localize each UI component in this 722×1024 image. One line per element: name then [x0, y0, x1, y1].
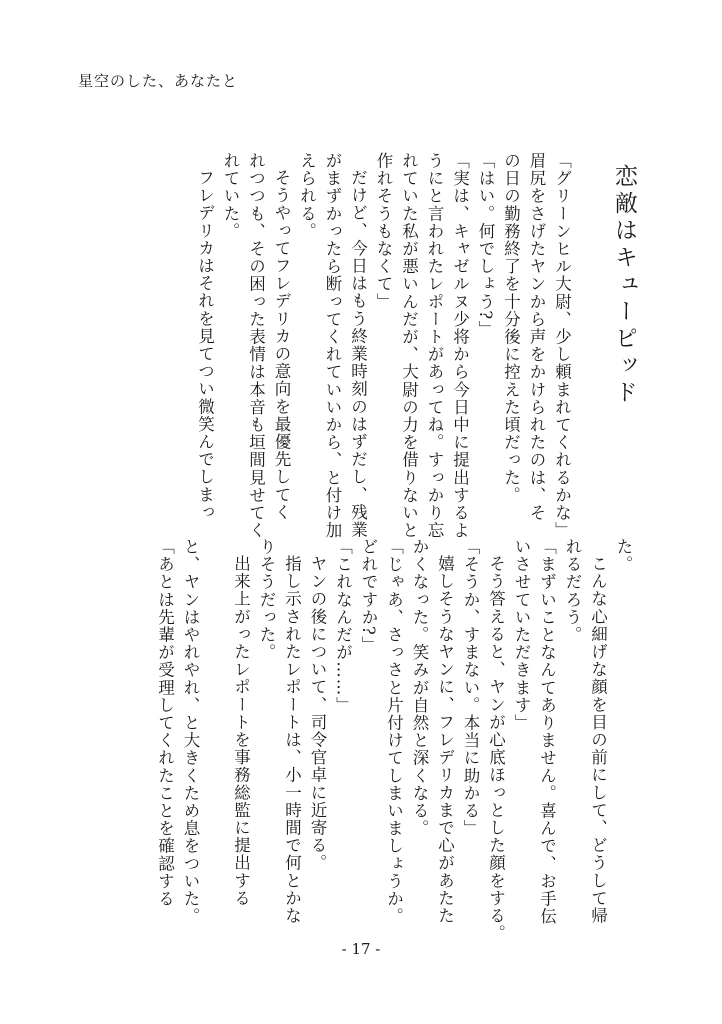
text-line: 「これなんだが……」	[333, 538, 353, 714]
text-line: れるだろう。	[563, 538, 582, 644]
text-line: 出来上がったレポートを事務総監に提出する	[231, 554, 251, 907]
text-line: いさせていただきます」	[512, 538, 531, 732]
text-line: がまずかったら断ってくれていいから、と付け加	[323, 152, 342, 540]
text-line: 「グリーンヒル大尉、少し頼まれてくれるかな」	[552, 152, 572, 540]
text-line: と、ヤンはやれやれ、と大きくため息をついた。	[181, 538, 200, 926]
text-line: ヤンの後について、司令官卓に近寄る。	[308, 554, 327, 872]
text-line: そうやってフレデリカの意向を最優先してく	[272, 168, 291, 521]
text-line: 指し示されたレポートは、小一時間で何とかな	[282, 554, 302, 925]
running-header: 星空のした、あなたと	[78, 72, 239, 90]
chapter-title: 恋敵はキューピッド	[611, 164, 637, 407]
text-line: の日の勤務終了を十分後に控えた頃だった。	[501, 152, 521, 504]
text-line: れていた私が悪いんだが、大尉の力を借りないと	[399, 152, 419, 540]
text-line: 嬉しそうなヤンに、フレデリカまで心があたた	[435, 554, 455, 925]
text-line: れつつも、その困った表情は本音も垣間見せてく	[246, 152, 266, 540]
text-line: うにと言われたレポートがあってね。すっかり忘	[425, 152, 444, 540]
text-line: りそうだった。	[257, 538, 276, 662]
text-line: 眉尻をさげたヤンから声をかけられたのは、そ	[527, 152, 546, 522]
text-line: 「じゃあ、さっさと片付けてしまいましょうか。	[384, 538, 404, 926]
text-line: 「実は、キャゼルヌ少将から今日中に提出するよ	[450, 152, 470, 540]
text-line: 「あとは先輩が受理してくれたことを確認する	[155, 538, 175, 908]
text-line: 作れそうもなくて」	[374, 152, 393, 311]
text-line: 「はい。何でしょう?」	[476, 152, 495, 338]
text-line: どれですか?」	[359, 538, 378, 654]
text-line: れていた。	[221, 152, 240, 240]
text-line: だけど、今日はもう終業時刻のはずだし、残業	[348, 168, 368, 539]
text-line: かくなった。笑みが自然と深くなる。	[410, 538, 429, 838]
text-line: えられる。	[297, 152, 317, 240]
text-line: こんな心細げな顔を目の前にして、どうして帰	[588, 554, 608, 925]
page-number: - 17 -	[341, 940, 381, 958]
text-line: そう答えると、ヤンが心底ほっとした顔をする。	[486, 554, 506, 942]
upper-text-block	[192, 152, 637, 540]
text-line: た。	[614, 538, 633, 574]
lower-text-block	[152, 538, 636, 942]
text-line: 「まずいことなんてありません。喜んで、お手伝	[537, 538, 557, 926]
text-line: 「そうか、すまない。本当に助かる」	[461, 538, 480, 838]
text-line: フレデリカはそれを見てつい微笑んでしまっ	[195, 168, 215, 521]
